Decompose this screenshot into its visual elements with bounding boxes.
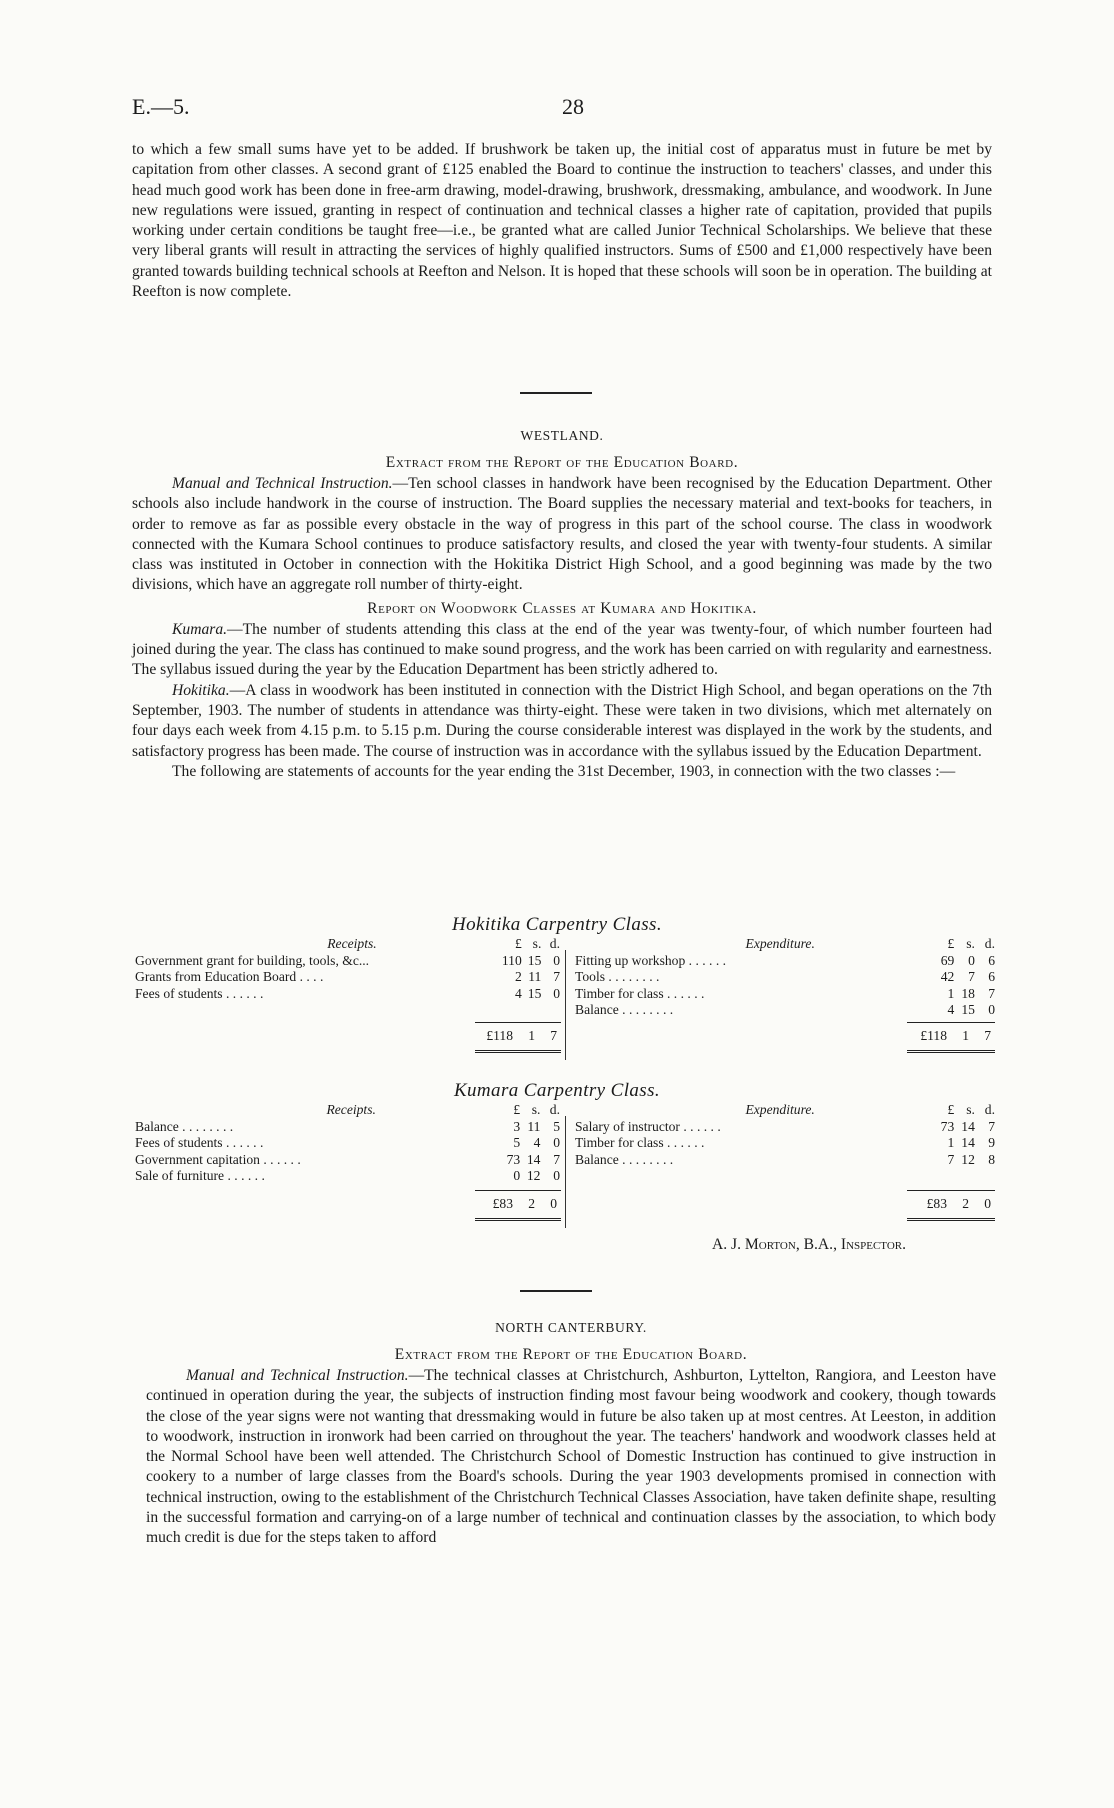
hokitika-expenditure-row [575, 986, 995, 1003]
kumara-expenditure-rule [907, 1190, 995, 1191]
expenditure-pounds: 73 [940, 1118, 955, 1134]
total-pence: 0 [984, 1196, 991, 1211]
pounds-header: £ [513, 1102, 521, 1117]
kumara-receipts-total [475, 1196, 561, 1213]
expenditure-pounds: 1 [947, 985, 955, 1001]
receipt-pence: 7 [553, 1151, 560, 1167]
kumara-paragraph [132, 620, 992, 681]
receipt-pence: 0 [553, 1168, 560, 1183]
receipt-pounds: 3 [513, 1118, 521, 1134]
receipt-shillings: 12 [526, 1168, 541, 1183]
receipts-column-header: Receipts. [326, 1102, 376, 1117]
section-divider [520, 392, 592, 394]
hokitika-paragraph [132, 681, 992, 762]
kumara-expenditure-total [907, 1196, 995, 1213]
receipt-pounds: 110 [501, 952, 522, 968]
north-canterbury-manual-paragraph [146, 1366, 996, 1549]
expenditure-pence: 0 [988, 1002, 995, 1017]
page-header [132, 94, 1014, 124]
expenditure-pence: 6 [988, 952, 995, 968]
receipt-pence: 0 [553, 952, 560, 968]
receipt-pence: 0 [553, 985, 560, 1001]
kumara-receipt-row [135, 1119, 560, 1136]
north-canterbury-subtitle: Extract from the Report of the Education Board. [394, 1346, 748, 1363]
receipt-label: Government grant for building, tools, &c... [135, 952, 370, 968]
total-pence: 0 [550, 1196, 557, 1211]
receipts-column-header: Receipts. [327, 936, 377, 951]
kumara-lead: Kumara. [172, 620, 228, 638]
expenditure-label: Salary of instructor . . . . . . [575, 1118, 721, 1134]
hokitika-receipts-table [135, 936, 560, 1002]
receipt-label: Government capitation . . . . . . [135, 1151, 301, 1167]
expenditure-pence: 8 [988, 1151, 995, 1167]
westland-subtitle: Extract from the Report of the Education Board. [385, 454, 739, 471]
hokitika-lead: Hokitika. [172, 681, 230, 699]
section-divider [520, 1290, 592, 1292]
hokitika-expenditure-row [575, 953, 995, 970]
kumara-account-title: Kumara Carpentry Class. [453, 1080, 661, 1101]
document-reference: E.—5. [132, 94, 190, 119]
expenditure-pounds: 42 [940, 969, 955, 984]
total-pence: 7 [984, 1028, 991, 1043]
inspector-signature: A. J. Morton, B.A., Inspector. [712, 1236, 906, 1253]
kumara-expenditure-double-rule [907, 1218, 995, 1221]
total-shillings: 1 [962, 1028, 969, 1043]
hokitika-receipt-row [135, 953, 560, 970]
intro-section [132, 140, 992, 302]
total-pounds: £118 [920, 1028, 947, 1043]
page-number: 28 [562, 94, 584, 119]
expenditure-column-header: Expenditure. [745, 1102, 815, 1117]
kumara-receipts-rule [475, 1190, 561, 1191]
receipt-pounds: 5 [513, 1135, 521, 1150]
westland-manual-text: —Ten school classes in handwork have been recognised by the Education Department. Other schools also include handwork in the course of instruction. The Board supplies the necessary material and text-books for teachers, in order to remove as far as possible every obstacle in the way of progress in this part of the school course. The class in woodwork connected with the Kumara School continues to produce satisfactory results, and closed the year with twenty-four students. A similar class was instituted in October in connection with the Hokitika District High School, and a good beginning was made by the two divisions, which have an aggregate roll number of thirty-eight. [132, 475, 992, 594]
hokitika-expenditure-row [575, 1002, 995, 1019]
kumara-expenditure-row [575, 1152, 995, 1169]
intro-paragraph: to which a few small sums have yet to be added. If brushwork be taken up, the initial cost of apparatus must in future be met by capitation from other classes. A second grant of £125 enabled the Board to continue the instruction to teachers' classes, and under this head much good work has been done in free-arm drawing, model-drawing, brushwork, dressmaking, ambulance, and woodwork. In June new regulations were issued, granting in respect of continuation and technical classes a higher rate of capitation, provided that pupils working under certain conditions be taught free—i.e., be granted what are called Junior Technical Scholarships. We believe that these very liberal grants will result in attracting the services of highly qualified instructors. Sums of £500 and £1,000 respectively have been granted towards building technical schools at Reefton and Nelson. It is hoped that these schools will soon be in operation. The building at Reefton is now complete. [132, 141, 992, 301]
kumara-receipts-double-rule [475, 1218, 561, 1221]
kumara-receipts-table [135, 1102, 560, 1185]
pounds-header: £ [947, 936, 955, 951]
receipt-shillings: 15 [527, 985, 542, 1001]
receipt-pounds: 2 [514, 969, 522, 984]
expenditure-pounds: 7 [947, 1151, 955, 1167]
receipt-pence: 7 [553, 969, 560, 984]
total-shillings: 1 [528, 1028, 535, 1043]
hokitika-receipts-rule [475, 1022, 561, 1023]
total-pence: 7 [550, 1028, 557, 1043]
expenditure-label: Timber for class . . . . . . [575, 1135, 705, 1150]
expenditure-column-header: Expenditure. [745, 936, 815, 951]
receipt-label: Grants from Education Board . . . . [135, 969, 324, 984]
hokitika-receipts-total [475, 1028, 561, 1045]
shillings-header: s. [966, 1102, 975, 1117]
kumara-expenditure-row [575, 1135, 995, 1152]
hokitika-receipt-row [135, 969, 560, 986]
north-canterbury-title: NORTH CANTERBURY. [495, 1320, 647, 1335]
expenditure-label: Fitting up workshop . . . . . . [575, 952, 727, 968]
westland-manual-lead: Manual and Technical Instruction. [172, 475, 393, 492]
expenditure-pence: 7 [988, 1118, 995, 1134]
expenditure-shillings: 0 [968, 952, 975, 968]
receipt-pounds: 73 [506, 1151, 521, 1167]
hokitika-expenditure-total [907, 1028, 995, 1045]
westland-section [132, 428, 992, 782]
expenditure-pounds: 4 [947, 1002, 955, 1017]
expenditure-pounds: 69 [940, 952, 955, 968]
total-pounds: £118 [486, 1028, 513, 1043]
hokitika-center-divider [565, 950, 566, 1060]
expenditure-pounds: 1 [947, 1135, 955, 1150]
north-canterbury-manual-text: —The technical classes at Christchurch, Ashburton, Lyttelton, Rangiora, and Leeston have continued in operation during the year, the subjects of instruction finding most favour being woodwork and cookery, though towards the close of the year signs were not wanting that dressmaking would in future be also taken up at most centres. At Leeston, in addition to woodwork, instruction in ironwork had been carried on throughout the year. The teachers' handwork and woodwork classes held at the Normal School have been well attended. The Christchurch School of Domestic Instruction has continued to give instruction in cookery to a number of large classes from the Board's schools. During the year 1903 developments promised in connection with technical instruction, owing to the establishment of the Christchurch Technical Classes Association, have taken definite shape, resulting in the successful formation and carrying-on of a large number of technical and continuation classes by the association, to which body much credit is due for the steps taken to afford [146, 1367, 996, 1547]
hokitika-expenditure-double-rule [907, 1050, 995, 1053]
receipt-pence: 0 [553, 1135, 560, 1150]
expenditure-shillings: 7 [968, 969, 975, 984]
expenditure-shillings: 12 [961, 1151, 975, 1167]
woodwork-report-heading: Report on Woodwork Classes at Kumara and Hokitika. [367, 599, 757, 617]
expenditure-label: Tools . . . . . . . . [575, 969, 660, 984]
kumara-receipt-row [135, 1152, 560, 1169]
receipt-pounds: 4 [514, 985, 522, 1001]
expenditure-shillings: 14 [961, 1118, 975, 1134]
kumara-text: —The number of students attending this class at the end of the year was twenty-four, of which number fourteen had joined during the year. The class has continued to make sound progress, and the work has been carried on with regularity and earnestness. The syllabus issued during the year by the Education Department has been strictly adhered to. [132, 620, 992, 679]
pence-header: d. [984, 936, 995, 951]
receipt-shillings: 11 [528, 969, 542, 984]
total-pounds: £83 [926, 1196, 947, 1211]
receipt-shillings: 11 [527, 1118, 541, 1134]
expenditure-shillings: 14 [961, 1135, 975, 1150]
pence-header: d. [984, 1102, 995, 1117]
north-canterbury-section [146, 1320, 996, 1549]
westland-manual-paragraph [132, 474, 992, 596]
expenditure-pence: 7 [988, 985, 995, 1001]
westland-title: WESTLAND. [520, 428, 604, 443]
pence-header: d. [549, 1102, 560, 1117]
expenditure-shillings: 15 [961, 1002, 975, 1017]
pence-header: d. [549, 936, 560, 951]
receipt-shillings: 4 [533, 1135, 541, 1150]
kumara-expenditure-table [575, 1102, 995, 1168]
expenditure-label: Balance . . . . . . . . [575, 1002, 674, 1017]
receipt-label: Fees of students . . . . . . [135, 1135, 264, 1150]
hokitika-receipts-double-rule [475, 1050, 561, 1053]
kumara-receipt-row [135, 1135, 560, 1152]
receipt-shillings: 14 [526, 1151, 541, 1167]
receipt-pence: 5 [553, 1118, 560, 1134]
expenditure-label: Balance . . . . . . . . [575, 1151, 674, 1167]
pounds-header: £ [514, 936, 522, 951]
shillings-header: s. [966, 936, 975, 951]
hokitika-expenditure-row [575, 969, 995, 986]
receipt-label: Fees of students . . . . . . [135, 985, 264, 1001]
hokitika-text: —A class in woodwork has been instituted in connection with the District High School, and began operations on the 7th September, 1903. The number of students in attendance was thirty-eight. These were taken in two divisions, which met alternately on four days each week from 4.15 p.m. to 5.15 p.m. During the course considerable interest was displayed in the work by the students, and satisfactory progress has been made. The course of instruction was in accordance with the syllabus issued by the Education Department. [132, 681, 992, 760]
pounds-header: £ [947, 1102, 955, 1117]
expenditure-label: Timber for class . . . . . . [575, 985, 705, 1001]
total-pounds: £83 [492, 1196, 513, 1211]
hokitika-expenditure-table [575, 936, 995, 1019]
kumara-receipt-row [135, 1168, 560, 1185]
kumara-center-divider [565, 1116, 566, 1228]
receipt-label: Sale of furniture . . . . . . [135, 1168, 265, 1183]
accounts-intro-paragraph: The following are statements of accounts for the year ending the 31st December, 1903, in connection with the two classes :— [172, 762, 956, 780]
expenditure-pence: 6 [988, 969, 995, 984]
kumara-expenditure-row [575, 1119, 995, 1136]
receipt-label: Balance . . . . . . . . [135, 1118, 234, 1134]
hokitika-receipt-row [135, 986, 560, 1003]
receipt-shillings: 15 [527, 952, 542, 968]
total-shillings: 2 [962, 1196, 969, 1211]
north-canterbury-manual-lead: Manual and Technical Instruction. [186, 1367, 409, 1384]
receipt-pounds: 0 [513, 1168, 521, 1183]
total-shillings: 2 [528, 1196, 535, 1211]
expenditure-shillings: 18 [961, 985, 975, 1001]
hokitika-account-title: Hokitika Carpentry Class. [451, 914, 663, 935]
hokitika-expenditure-rule [907, 1022, 995, 1023]
expenditure-pence: 9 [988, 1135, 995, 1150]
shillings-header: s. [532, 936, 542, 951]
shillings-header: s. [531, 1102, 541, 1117]
